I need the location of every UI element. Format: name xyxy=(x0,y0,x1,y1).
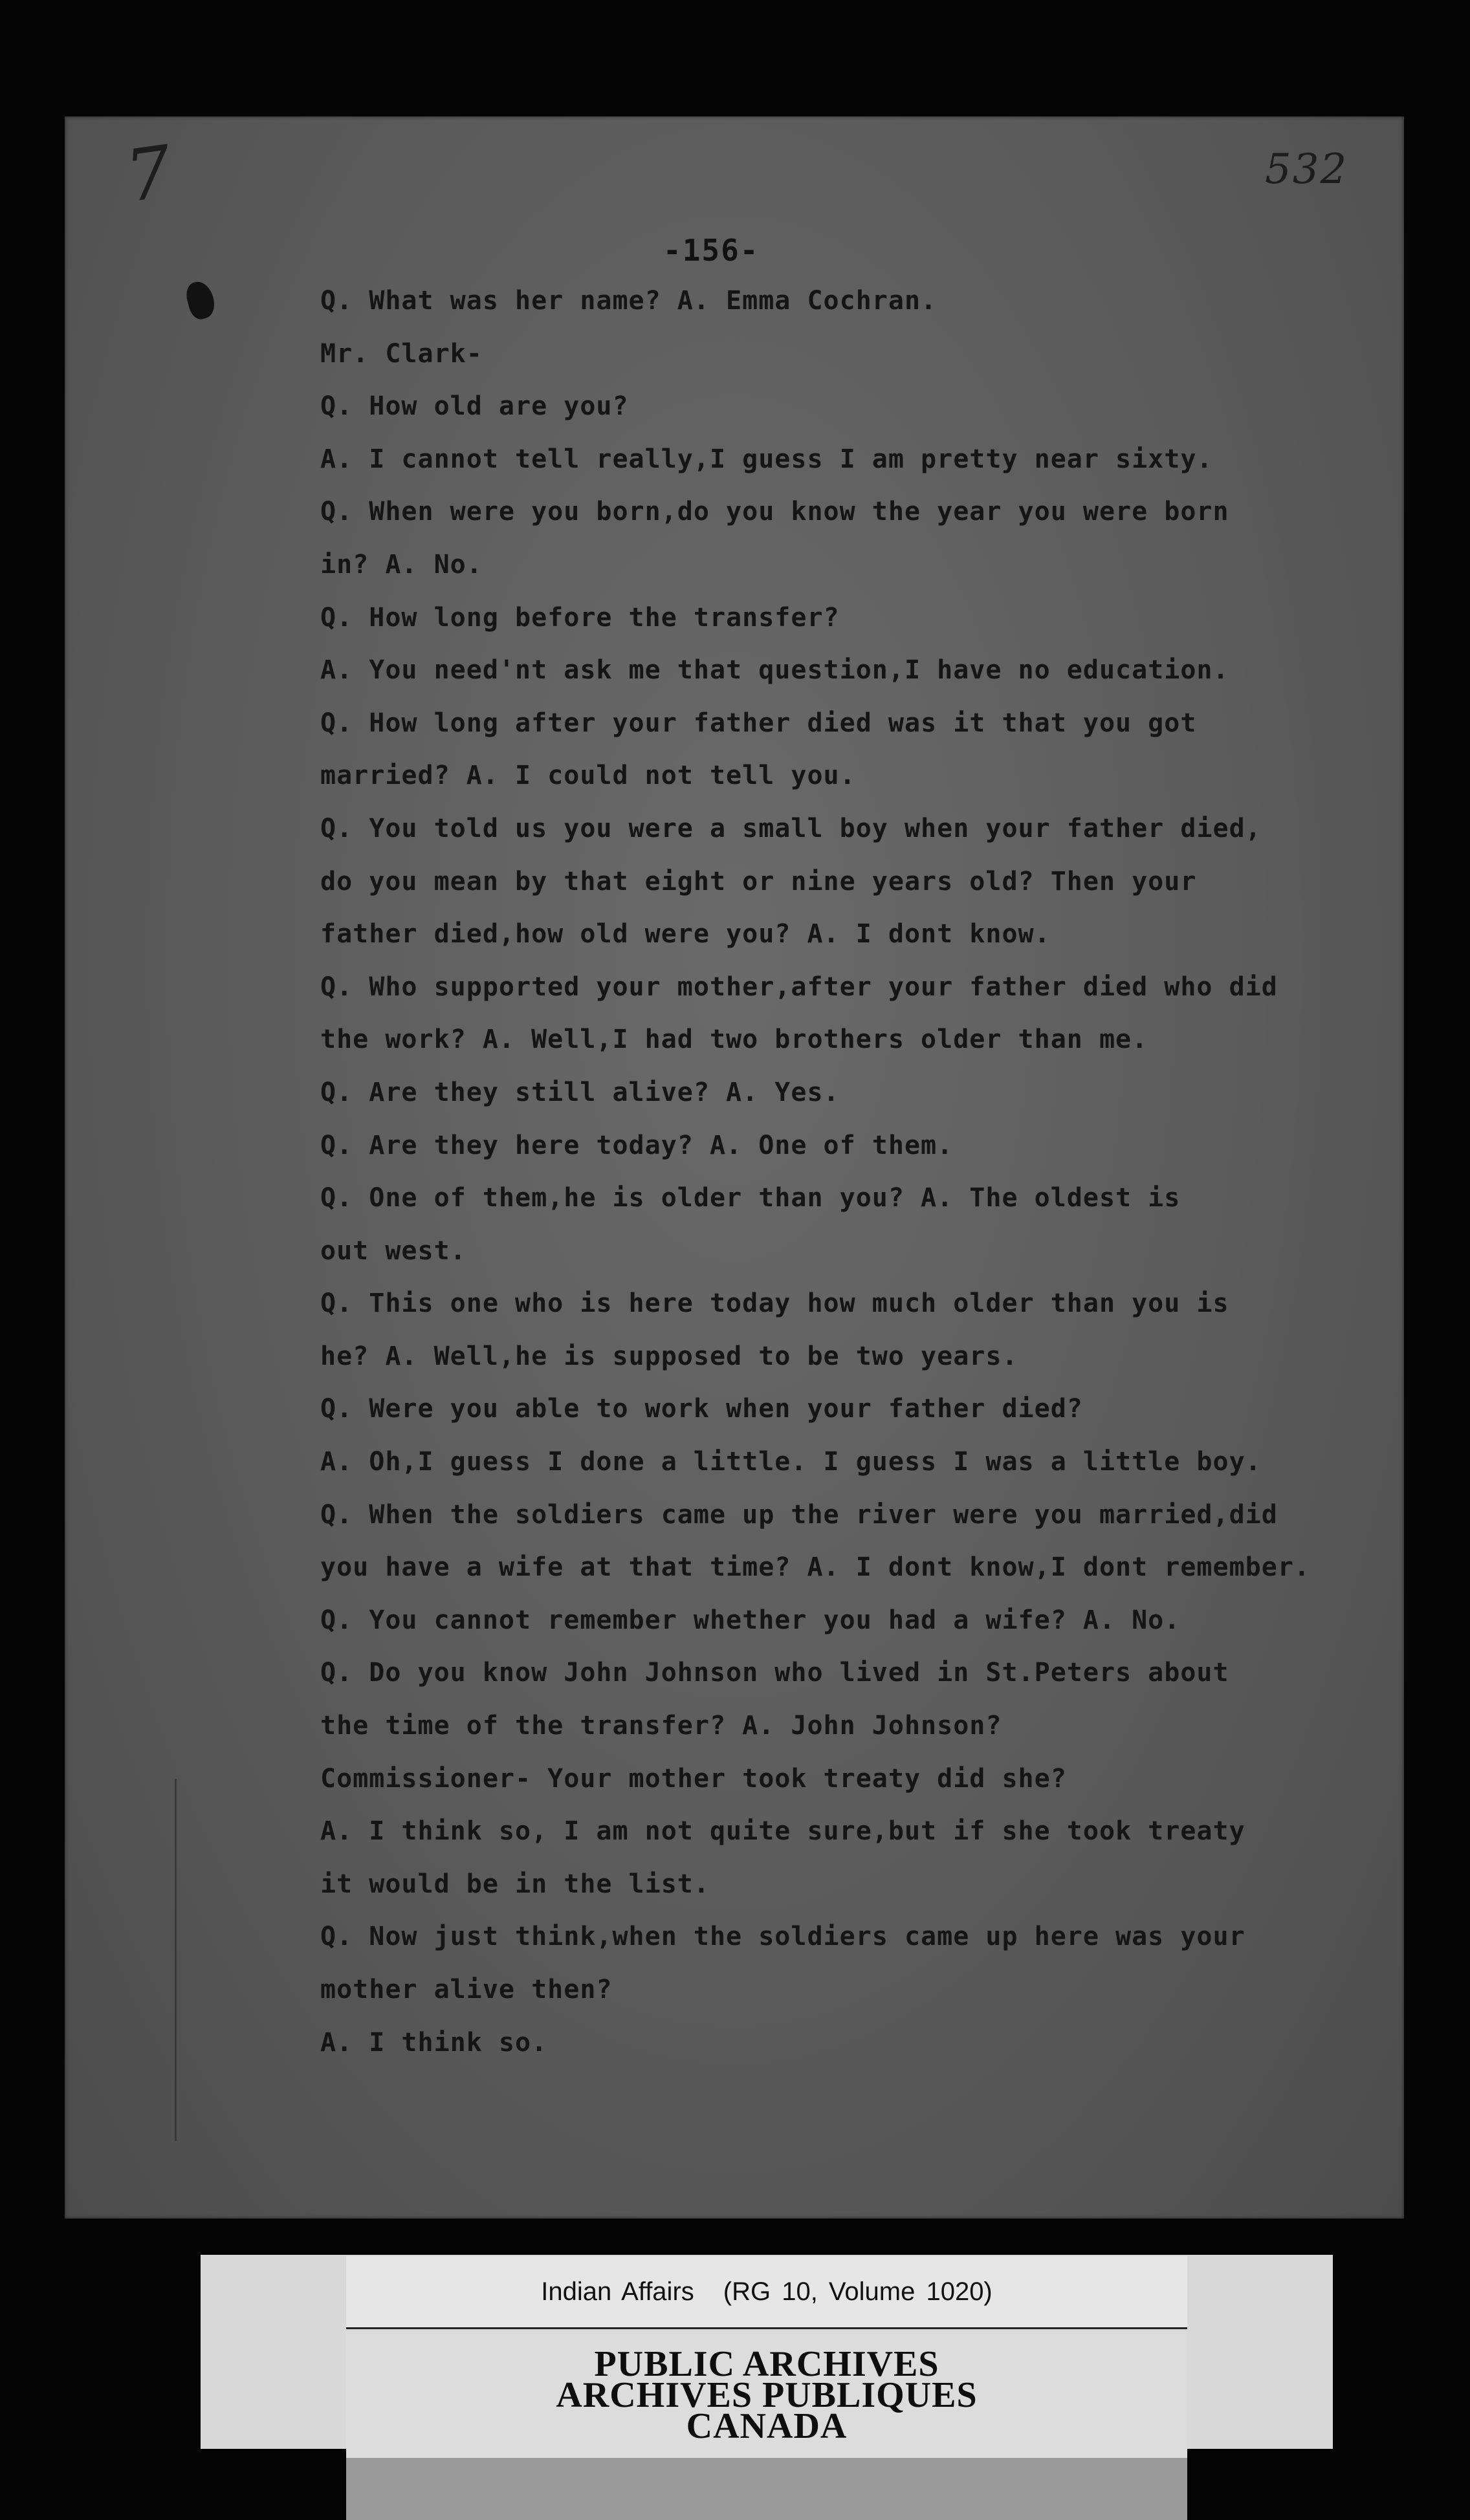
transcript-line: he? A. Well,he is supposed to be two years. xyxy=(320,1341,1018,1371)
series-text xyxy=(346,2256,1187,2327)
transcript xyxy=(320,275,1453,2069)
transcript-line: Q. This one who is here today how much older than you is xyxy=(320,1288,1229,1319)
transcript-line: Q. You told us you were a small boy when your father died, xyxy=(320,813,1262,843)
transcript-line: out west. xyxy=(320,1235,466,1266)
transcript-line: Q. How old are you? xyxy=(320,391,629,422)
label-bottom-strip xyxy=(346,2458,1187,2520)
archives-line-country: CANADA xyxy=(686,2406,848,2446)
transcript-line: A. I think so, I am not quite sure,but if she took treaty xyxy=(320,1816,1245,1847)
archives-line-french: ARCHIVES PUBLIQUES xyxy=(556,2375,978,2415)
series-label xyxy=(346,2256,1187,2329)
transcript-line: the work? A. Well,I had two brothers older than me. xyxy=(320,1025,1148,1055)
transcript-line: Q. How long after your father died was it that you got xyxy=(320,708,1197,738)
transcript-line: Q. One of them,he is older than you? A. The oldest is xyxy=(320,1183,1181,1213)
transcript-line: do you mean by that eight or nine years old? Then your xyxy=(320,866,1197,896)
transcript-line: Q. Are they here today? A. One of them. xyxy=(320,1130,954,1160)
transcript-line: father died,how old were you? A. I dont know. xyxy=(320,919,1051,950)
transcript-line: Q. What was her name? A. Emma Cochran. xyxy=(320,286,938,316)
transcript-line: A. I cannot tell really,I guess I am pretty near sixty. xyxy=(320,444,1213,474)
transcript-line: married? A. I could not tell you. xyxy=(320,761,856,791)
record-group-reference: (RG 10, Volume 1020) xyxy=(723,2277,993,2306)
transcript-line: Mr. Clark- xyxy=(320,338,483,369)
department-name: Indian Affairs xyxy=(541,2277,694,2306)
transcript-line: Q. When the soldiers came up the river were you married,did xyxy=(320,1499,1278,1530)
transcript-line: Commissioner- Your mother took treaty did she? xyxy=(320,1763,1067,1794)
document-page xyxy=(65,116,1404,2219)
transcript-line: Q. Who supported your mother,after your father died who did xyxy=(320,972,1278,1002)
transcript-line: mother alive then? xyxy=(320,1975,613,2004)
transcript-line: Q. How long before the transfer? xyxy=(320,602,840,633)
transcript-line: A. I think so. xyxy=(320,2027,548,2058)
margin-rule xyxy=(175,1779,177,2141)
transcript-line: in? A. No. xyxy=(320,549,483,580)
transcript-line: the time of the transfer? A. John Johnson? xyxy=(320,1711,1002,1741)
page-number: -156- xyxy=(663,233,760,268)
transcript-line: Q. Do you know John Johnson who lived in St.Peters about xyxy=(320,1658,1229,1688)
transcript-line: Q. Now just think,when the soldiers came up here was your xyxy=(320,1922,1245,1952)
archives-line-english: PUBLIC ARCHIVES xyxy=(594,2344,939,2384)
transcript-line: Q. When were you born,do you know the year you were born xyxy=(320,497,1229,527)
transcript-line: Q. You cannot remember whether you had a wife? A. No. xyxy=(320,1605,1181,1635)
handwritten-mark: 7 xyxy=(120,129,177,219)
transcript-line: Q. Are they still alive? A. Yes. xyxy=(320,1077,840,1107)
ink-blot xyxy=(183,279,218,321)
transcript-line: A. You need'nt ask me that question,I have no education. xyxy=(320,655,1229,686)
transcript-line: A. Oh,I guess I done a little. I guess I was a little boy. xyxy=(320,1447,1262,1477)
transcript-line: it would be in the list. xyxy=(320,1869,710,1899)
transcript-line: you have a wife at that time? A. I dont know,I dont remember. xyxy=(320,1552,1311,1583)
folio-number: 532 xyxy=(1265,146,1348,193)
transcript-line: Q. Were you able to work when your father died? xyxy=(320,1394,1083,1424)
